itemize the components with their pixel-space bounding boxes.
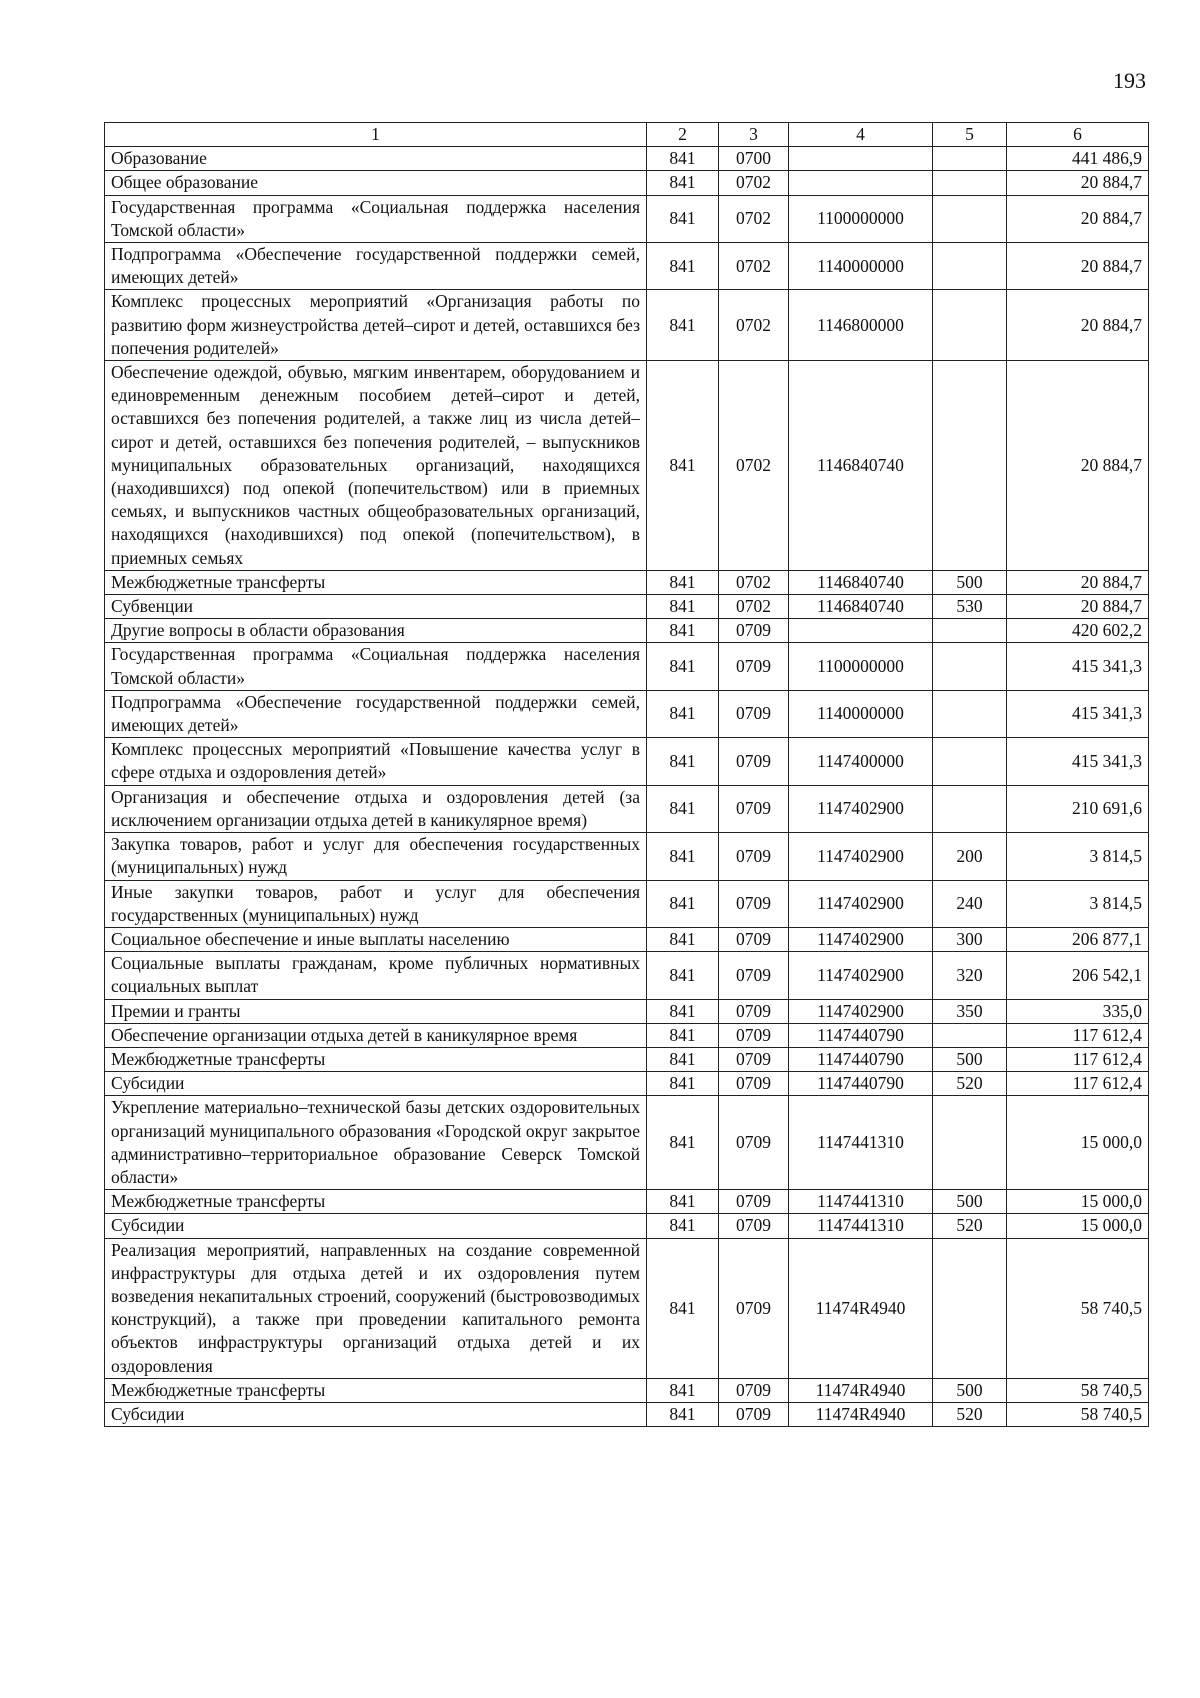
row-name-cell: Другие вопросы в области образования bbox=[105, 619, 647, 643]
row-cs-cell: 1100000000 bbox=[789, 643, 933, 690]
table-row bbox=[105, 171, 1149, 195]
row-rz-cell: 0709 bbox=[719, 1096, 789, 1190]
row-vr-cell: 300 bbox=[933, 927, 1007, 951]
row-gr-cell: 841 bbox=[647, 290, 719, 361]
row-name-cell: Межбюджетные трансферты bbox=[105, 1378, 647, 1402]
row-cs-cell bbox=[789, 619, 933, 643]
row-vr-cell bbox=[933, 690, 1007, 737]
row-sum-cell: 15 000,0 bbox=[1007, 1096, 1149, 1190]
row-sum-cell: 420 602,2 bbox=[1007, 619, 1149, 643]
row-gr-cell: 841 bbox=[647, 171, 719, 195]
row-gr-cell: 841 bbox=[647, 1378, 719, 1402]
row-vr-cell: 520 bbox=[933, 1072, 1007, 1096]
row-cs-cell: 1147441310 bbox=[789, 1214, 933, 1238]
table-row bbox=[105, 243, 1149, 290]
row-rz-cell: 0700 bbox=[719, 147, 789, 171]
table-row bbox=[105, 195, 1149, 242]
row-cs-cell: 1146840740 bbox=[789, 595, 933, 619]
row-name-cell: Подпрограмма «Обеспечение государственной поддержки семей, имеющих детей» bbox=[105, 243, 647, 290]
row-vr-cell bbox=[933, 1096, 1007, 1190]
row-cs-cell: 1147400000 bbox=[789, 738, 933, 785]
row-rz-cell: 0709 bbox=[719, 1047, 789, 1071]
table-row bbox=[105, 785, 1149, 832]
row-name-cell: Субсидии bbox=[105, 1072, 647, 1096]
row-sum-cell: 441 486,9 bbox=[1007, 147, 1149, 171]
row-rz-cell: 0709 bbox=[719, 927, 789, 951]
table-row bbox=[105, 1023, 1149, 1047]
row-sum-cell: 3 814,5 bbox=[1007, 833, 1149, 880]
row-rz-cell: 0709 bbox=[719, 643, 789, 690]
row-name-cell: Комплекс процессных мероприятий «Организация работы по развитию форм жизнеустройства детей–сирот и детей, оставшихся без попечения родителей» bbox=[105, 290, 647, 361]
table-row bbox=[105, 952, 1149, 999]
table-header bbox=[105, 123, 1149, 147]
row-gr-cell: 841 bbox=[647, 927, 719, 951]
row-cs-cell: 1146800000 bbox=[789, 290, 933, 361]
row-name-cell: Образование bbox=[105, 147, 647, 171]
column-header-4: 4 bbox=[789, 123, 933, 147]
row-vr-cell: 530 bbox=[933, 595, 1007, 619]
table-row bbox=[105, 1378, 1149, 1402]
row-sum-cell: 117 612,4 bbox=[1007, 1023, 1149, 1047]
row-vr-cell bbox=[933, 195, 1007, 242]
row-vr-cell bbox=[933, 1238, 1007, 1378]
row-sum-cell: 20 884,7 bbox=[1007, 595, 1149, 619]
row-cs-cell: 1146840740 bbox=[789, 361, 933, 571]
row-rz-cell: 0709 bbox=[719, 1378, 789, 1402]
row-sum-cell: 58 740,5 bbox=[1007, 1378, 1149, 1402]
row-name-cell: Общее образование bbox=[105, 171, 647, 195]
row-rz-cell: 0709 bbox=[719, 999, 789, 1023]
row-rz-cell: 0702 bbox=[719, 195, 789, 242]
table-row bbox=[105, 147, 1149, 171]
row-gr-cell: 841 bbox=[647, 690, 719, 737]
row-gr-cell: 841 bbox=[647, 1096, 719, 1190]
row-cs-cell: 11474R4940 bbox=[789, 1238, 933, 1378]
row-sum-cell: 206 877,1 bbox=[1007, 927, 1149, 951]
row-rz-cell: 0709 bbox=[719, 1072, 789, 1096]
row-vr-cell: 320 bbox=[933, 952, 1007, 999]
row-gr-cell: 841 bbox=[647, 1190, 719, 1214]
table-row bbox=[105, 1072, 1149, 1096]
row-rz-cell: 0702 bbox=[719, 290, 789, 361]
row-cs-cell: 1100000000 bbox=[789, 195, 933, 242]
table-row bbox=[105, 880, 1149, 927]
row-sum-cell: 20 884,7 bbox=[1007, 290, 1149, 361]
row-name-cell: Премии и гранты bbox=[105, 999, 647, 1023]
table-row bbox=[105, 738, 1149, 785]
row-gr-cell: 841 bbox=[647, 361, 719, 571]
row-name-cell: Укрепление материально–технической базы детских оздоровительных организаций муниципального образования «Городской округ закрытое административно–территориальное образование Северск Томской области» bbox=[105, 1096, 647, 1190]
row-sum-cell: 415 341,3 bbox=[1007, 738, 1149, 785]
row-name-cell: Иные закупки товаров, работ и услуг для обеспечения государственных (муниципальных) нужд bbox=[105, 880, 647, 927]
row-gr-cell: 841 bbox=[647, 570, 719, 594]
row-vr-cell bbox=[933, 290, 1007, 361]
row-sum-cell: 415 341,3 bbox=[1007, 643, 1149, 690]
row-gr-cell: 841 bbox=[647, 738, 719, 785]
row-name-cell: Межбюджетные трансферты bbox=[105, 1047, 647, 1071]
table-row bbox=[105, 1096, 1149, 1190]
budget-table bbox=[104, 122, 1149, 1427]
row-gr-cell: 841 bbox=[647, 1072, 719, 1096]
row-vr-cell: 500 bbox=[933, 1378, 1007, 1402]
row-cs-cell: 11474R4940 bbox=[789, 1402, 933, 1426]
row-gr-cell: 841 bbox=[647, 595, 719, 619]
row-vr-cell bbox=[933, 1023, 1007, 1047]
row-rz-cell: 0709 bbox=[719, 1190, 789, 1214]
row-cs-cell: 1147402900 bbox=[789, 880, 933, 927]
table-row bbox=[105, 619, 1149, 643]
table-row bbox=[105, 999, 1149, 1023]
row-vr-cell bbox=[933, 171, 1007, 195]
table-row bbox=[105, 1190, 1149, 1214]
row-cs-cell: 11474R4940 bbox=[789, 1378, 933, 1402]
row-name-cell: Межбюджетные трансферты bbox=[105, 570, 647, 594]
row-name-cell: Субсидии bbox=[105, 1402, 647, 1426]
row-sum-cell: 15 000,0 bbox=[1007, 1214, 1149, 1238]
row-vr-cell: 520 bbox=[933, 1214, 1007, 1238]
row-vr-cell: 500 bbox=[933, 1047, 1007, 1071]
row-name-cell: Закупка товаров, работ и услуг для обеспечения государственных (муниципальных) нужд bbox=[105, 833, 647, 880]
row-gr-cell: 841 bbox=[647, 952, 719, 999]
row-name-cell: Реализация мероприятий, направленных на создание современной инфраструктуры для отдыха детей и их оздоровления путем возведения некапитальных строений, сооружений (быстровозводимых конструкций), а также при проведении капитального ремонта объектов инфраструктуры организаций отдыха детей и их оздоровления bbox=[105, 1238, 647, 1378]
row-sum-cell: 20 884,7 bbox=[1007, 243, 1149, 290]
row-gr-cell: 841 bbox=[647, 1402, 719, 1426]
row-gr-cell: 841 bbox=[647, 619, 719, 643]
row-name-cell: Социальное обеспечение и иные выплаты населению bbox=[105, 927, 647, 951]
table-row bbox=[105, 570, 1149, 594]
row-vr-cell bbox=[933, 147, 1007, 171]
row-cs-cell: 1147402900 bbox=[789, 952, 933, 999]
row-rz-cell: 0709 bbox=[719, 1023, 789, 1047]
row-cs-cell bbox=[789, 147, 933, 171]
row-sum-cell: 415 341,3 bbox=[1007, 690, 1149, 737]
table-row bbox=[105, 1047, 1149, 1071]
table-row bbox=[105, 1214, 1149, 1238]
row-gr-cell: 841 bbox=[647, 147, 719, 171]
row-cs-cell bbox=[789, 171, 933, 195]
row-sum-cell: 20 884,7 bbox=[1007, 171, 1149, 195]
row-name-cell: Обеспечение организации отдыха детей в каникулярное время bbox=[105, 1023, 647, 1047]
row-vr-cell bbox=[933, 619, 1007, 643]
column-header-6: 6 bbox=[1007, 123, 1149, 147]
row-vr-cell bbox=[933, 243, 1007, 290]
row-gr-cell: 841 bbox=[647, 1238, 719, 1378]
row-cs-cell: 1147440790 bbox=[789, 1023, 933, 1047]
row-rz-cell: 0709 bbox=[719, 1238, 789, 1378]
row-cs-cell: 1147440790 bbox=[789, 1047, 933, 1071]
row-name-cell: Субсидии bbox=[105, 1214, 647, 1238]
row-rz-cell: 0709 bbox=[719, 738, 789, 785]
row-cs-cell: 1147402900 bbox=[789, 833, 933, 880]
row-cs-cell: 1147441310 bbox=[789, 1096, 933, 1190]
row-sum-cell: 210 691,6 bbox=[1007, 785, 1149, 832]
row-cs-cell: 1147402900 bbox=[789, 785, 933, 832]
row-sum-cell: 58 740,5 bbox=[1007, 1402, 1149, 1426]
row-name-cell: Социальные выплаты гражданам, кроме публичных нормативных социальных выплат bbox=[105, 952, 647, 999]
column-header-3: 3 bbox=[719, 123, 789, 147]
row-rz-cell: 0702 bbox=[719, 171, 789, 195]
row-rz-cell: 0709 bbox=[719, 833, 789, 880]
row-vr-cell: 350 bbox=[933, 999, 1007, 1023]
column-header-1: 1 bbox=[105, 123, 647, 147]
page-number: 193 bbox=[1113, 68, 1146, 93]
row-gr-cell: 841 bbox=[647, 785, 719, 832]
row-gr-cell: 841 bbox=[647, 833, 719, 880]
row-rz-cell: 0709 bbox=[719, 785, 789, 832]
row-gr-cell: 841 bbox=[647, 643, 719, 690]
row-sum-cell: 117 612,4 bbox=[1007, 1072, 1149, 1096]
row-sum-cell: 335,0 bbox=[1007, 999, 1149, 1023]
table-row bbox=[105, 290, 1149, 361]
row-name-cell: Государственная программа «Социальная поддержка населения Томской области» bbox=[105, 195, 647, 242]
row-gr-cell: 841 bbox=[647, 243, 719, 290]
table-row bbox=[105, 595, 1149, 619]
row-sum-cell: 206 542,1 bbox=[1007, 952, 1149, 999]
row-rz-cell: 0702 bbox=[719, 361, 789, 571]
table-row bbox=[105, 927, 1149, 951]
row-vr-cell: 500 bbox=[933, 570, 1007, 594]
row-sum-cell: 58 740,5 bbox=[1007, 1238, 1149, 1378]
column-header-5: 5 bbox=[933, 123, 1007, 147]
row-cs-cell: 1147402900 bbox=[789, 999, 933, 1023]
row-name-cell: Субвенции bbox=[105, 595, 647, 619]
row-gr-cell: 841 bbox=[647, 880, 719, 927]
table-row bbox=[105, 1402, 1149, 1426]
row-sum-cell: 117 612,4 bbox=[1007, 1047, 1149, 1071]
row-gr-cell: 841 bbox=[647, 1023, 719, 1047]
row-vr-cell: 240 bbox=[933, 880, 1007, 927]
row-gr-cell: 841 bbox=[647, 195, 719, 242]
table-row bbox=[105, 833, 1149, 880]
row-rz-cell: 0709 bbox=[719, 1402, 789, 1426]
table-row bbox=[105, 361, 1149, 571]
row-rz-cell: 0709 bbox=[719, 880, 789, 927]
row-rz-cell: 0702 bbox=[719, 595, 789, 619]
row-sum-cell: 15 000,0 bbox=[1007, 1190, 1149, 1214]
row-vr-cell bbox=[933, 361, 1007, 571]
row-name-cell: Межбюджетные трансферты bbox=[105, 1190, 647, 1214]
row-vr-cell: 520 bbox=[933, 1402, 1007, 1426]
row-vr-cell: 500 bbox=[933, 1190, 1007, 1214]
row-gr-cell: 841 bbox=[647, 999, 719, 1023]
table-row bbox=[105, 1238, 1149, 1378]
row-name-cell: Комплекс процессных мероприятий «Повышение качества услуг в сфере отдыха и оздоровления детей» bbox=[105, 738, 647, 785]
row-cs-cell: 1140000000 bbox=[789, 690, 933, 737]
row-cs-cell: 1147441310 bbox=[789, 1190, 933, 1214]
row-rz-cell: 0709 bbox=[719, 1214, 789, 1238]
row-gr-cell: 841 bbox=[647, 1047, 719, 1071]
row-gr-cell: 841 bbox=[647, 1214, 719, 1238]
row-sum-cell: 20 884,7 bbox=[1007, 570, 1149, 594]
header-row bbox=[105, 123, 1149, 147]
row-cs-cell: 1140000000 bbox=[789, 243, 933, 290]
row-vr-cell bbox=[933, 738, 1007, 785]
row-rz-cell: 0709 bbox=[719, 690, 789, 737]
table-body bbox=[105, 147, 1149, 1427]
row-rz-cell: 0702 bbox=[719, 243, 789, 290]
row-sum-cell: 20 884,7 bbox=[1007, 361, 1149, 571]
row-vr-cell bbox=[933, 643, 1007, 690]
row-rz-cell: 0709 bbox=[719, 619, 789, 643]
row-cs-cell: 1146840740 bbox=[789, 570, 933, 594]
row-name-cell: Обеспечение одеждой, обувью, мягким инвентарем, оборудованием и единовременным денежным пособием детей–сирот и детей, оставшихся без попечения родителей, а также лиц из числа детей–сирот и детей, оставшихся без попечения родителей, – выпускников муниципальных образовательных организаций, находящихся (находившихся) под опекой (попечительством) или в приемных семьях, и выпускников частных общеобразовательных организаций, находящихся (находившихся) под опекой (попечительством), в приемных семьях bbox=[105, 361, 647, 571]
row-cs-cell: 1147402900 bbox=[789, 927, 933, 951]
row-name-cell: Государственная программа «Социальная поддержка населения Томской области» bbox=[105, 643, 647, 690]
row-vr-cell: 200 bbox=[933, 833, 1007, 880]
row-sum-cell: 20 884,7 bbox=[1007, 195, 1149, 242]
column-header-2: 2 bbox=[647, 123, 719, 147]
table-row bbox=[105, 690, 1149, 737]
row-vr-cell bbox=[933, 785, 1007, 832]
row-name-cell: Организация и обеспечение отдыха и оздоровления детей (за исключением организации отдыха детей в каникулярное время) bbox=[105, 785, 647, 832]
row-rz-cell: 0702 bbox=[719, 570, 789, 594]
row-cs-cell: 1147440790 bbox=[789, 1072, 933, 1096]
row-rz-cell: 0709 bbox=[719, 952, 789, 999]
row-sum-cell: 3 814,5 bbox=[1007, 880, 1149, 927]
row-name-cell: Подпрограмма «Обеспечение государственной поддержки семей, имеющих детей» bbox=[105, 690, 647, 737]
table-row bbox=[105, 643, 1149, 690]
